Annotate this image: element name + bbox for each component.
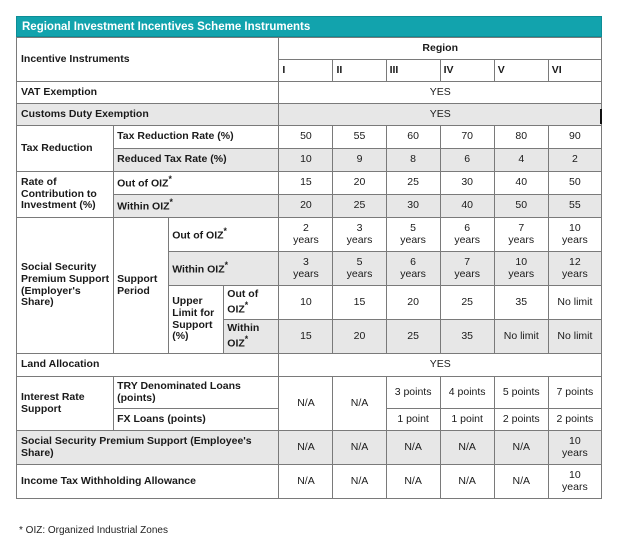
social-out-r6: 10 years xyxy=(548,218,601,252)
customs-value: YES xyxy=(279,104,602,126)
social-employee-r6: 10 years xyxy=(548,431,601,465)
reduced-tax-r4: 6 xyxy=(440,149,494,172)
vat-value: YES xyxy=(279,82,602,104)
social-within-r4: 7 years xyxy=(440,252,494,286)
social-within-r6: 12 years xyxy=(548,252,601,286)
social-out-cell xyxy=(169,218,279,252)
land-value: YES xyxy=(279,354,602,377)
region-2-header: II xyxy=(333,60,386,82)
social-out-r5: 7 years xyxy=(494,218,548,252)
interest-fx-label: FX Loans (points) xyxy=(114,409,279,431)
interest-try-r6: 7 points xyxy=(548,377,601,409)
asterisk-mark: * xyxy=(168,174,172,185)
contribution-within-label: Within OIZ xyxy=(117,200,170,213)
upper-within-label: Within OIZ xyxy=(227,322,260,350)
tax-rate-label: Tax Reduction Rate (%) xyxy=(114,126,279,149)
income-tax-r5: N/A xyxy=(494,465,548,499)
contribution-within-r5: 50 xyxy=(494,195,548,218)
vat-label: VAT Exemption xyxy=(17,82,279,104)
interest-fx-r5: 2 points xyxy=(494,409,548,431)
contribution-out-label: Out of OIZ xyxy=(117,177,169,190)
contribution-within-r4: 40 xyxy=(440,195,494,218)
social-within-cell xyxy=(169,252,279,286)
asterisk-mark: * xyxy=(244,333,249,344)
contribution-out-r3: 25 xyxy=(386,172,440,195)
interest-fx-r3: 1 point xyxy=(386,409,440,431)
contribution-label: Rate of Contribution to Investment (%) xyxy=(17,172,114,218)
footnote: * OIZ: Organized Industrial Zones xyxy=(19,525,168,536)
upper-within-r1: 15 xyxy=(279,320,333,354)
tax-reduction-label: Tax Reduction xyxy=(17,126,114,172)
contribution-within-r3: 30 xyxy=(386,195,440,218)
upper-out-cell xyxy=(224,286,279,320)
region-header: Region xyxy=(279,38,602,60)
vat-row xyxy=(17,82,602,104)
contribution-out-r4: 30 xyxy=(440,172,494,195)
upper-out-r4: 25 xyxy=(440,286,494,320)
social-employee-r5: N/A xyxy=(494,431,548,465)
social-within-r2: 5 years xyxy=(333,252,386,286)
interest-try-r3: 3 points xyxy=(386,377,440,409)
tax-rate-r2: 55 xyxy=(333,126,386,149)
contribution-out-r2: 20 xyxy=(333,172,386,195)
incentives-table-container xyxy=(16,16,602,499)
upper-out-label: Out of OIZ xyxy=(227,288,259,316)
incentive-instruments-header: Incentive Instruments xyxy=(17,38,279,82)
edge-mark xyxy=(600,109,602,124)
upper-within-r6: No limit xyxy=(548,320,601,354)
interest-fx-r6: 2 points xyxy=(548,409,601,431)
reduced-tax-r5: 4 xyxy=(494,149,548,172)
income-tax-r3: N/A xyxy=(386,465,440,499)
land-label: Land Allocation xyxy=(17,354,279,377)
income-tax-r2: N/A xyxy=(333,465,386,499)
interest-try-row xyxy=(17,377,602,409)
upper-out-r2: 15 xyxy=(333,286,386,320)
social-employee-r4: N/A xyxy=(440,431,494,465)
contribution-out-r1: 15 xyxy=(279,172,333,195)
upper-out-r1: 10 xyxy=(279,286,333,320)
upper-out-r3: 20 xyxy=(386,286,440,320)
customs-label: Customs Duty Exemption xyxy=(17,104,279,126)
interest-r2: N/A xyxy=(333,377,386,431)
social-out-row xyxy=(17,218,602,252)
contribution-out-r5: 40 xyxy=(494,172,548,195)
interest-try-label: TRY Denominated Loans (points) xyxy=(114,377,279,409)
header-row xyxy=(17,38,602,60)
reduced-tax-label: Reduced Tax Rate (%) xyxy=(114,149,279,172)
social-within-r5: 10 years xyxy=(494,252,548,286)
asterisk-mark: * xyxy=(224,259,229,270)
tax-rate-row xyxy=(17,126,602,149)
social-out-r1: 2 years xyxy=(279,218,333,252)
reduced-tax-r1: 10 xyxy=(279,149,333,172)
social-out-r4: 6 years xyxy=(440,218,494,252)
social-within-label: Within OIZ xyxy=(172,263,225,276)
social-employee-row xyxy=(17,431,602,465)
social-employer-label: Social Security Premium Support (Employer's Share) xyxy=(17,218,114,354)
reduced-tax-r3: 8 xyxy=(386,149,440,172)
income-tax-label: Income Tax Withholding Allowance xyxy=(17,465,279,499)
region-4-header: IV xyxy=(440,60,494,82)
social-employee-label: Social Security Premium Support (Employee's Share) xyxy=(17,431,279,465)
interest-fx-r4: 1 point xyxy=(440,409,494,431)
upper-within-r2: 20 xyxy=(333,320,386,354)
reduced-tax-r2: 9 xyxy=(333,149,386,172)
social-employee-r3: N/A xyxy=(386,431,440,465)
income-tax-row xyxy=(17,465,602,499)
upper-limit-label: Upper Limit for Support (%) xyxy=(169,286,224,354)
contribution-out-row xyxy=(17,172,602,195)
contribution-out-cell xyxy=(114,172,279,195)
upper-out-r6: No limit xyxy=(548,286,601,320)
support-period-label: Support Period xyxy=(114,218,169,354)
income-tax-r6: 10 years xyxy=(548,465,601,499)
income-tax-r4: N/A xyxy=(440,465,494,499)
income-tax-r1: N/A xyxy=(279,465,333,499)
upper-within-r3: 25 xyxy=(386,320,440,354)
upper-within-cell xyxy=(224,320,279,354)
incentives-table xyxy=(16,37,602,499)
tax-rate-r4: 70 xyxy=(440,126,494,149)
interest-try-r4: 4 points xyxy=(440,377,494,409)
reduced-tax-r6: 2 xyxy=(548,149,601,172)
region-3-header: III xyxy=(386,60,440,82)
contribution-within-r1: 20 xyxy=(279,195,333,218)
land-row xyxy=(17,354,602,377)
upper-within-r4: 35 xyxy=(440,320,494,354)
asterisk-mark: * xyxy=(169,197,173,208)
tax-rate-r5: 80 xyxy=(494,126,548,149)
interest-try-r5: 5 points xyxy=(494,377,548,409)
tax-rate-r6: 90 xyxy=(548,126,601,149)
contribution-within-cell xyxy=(114,195,279,218)
contribution-out-r6: 50 xyxy=(548,172,601,195)
region-6-header: VI xyxy=(548,60,601,82)
social-out-label: Out of OIZ xyxy=(172,229,224,242)
social-out-r2: 3 years xyxy=(333,218,386,252)
social-employee-r1: N/A xyxy=(279,431,333,465)
upper-within-r5: No limit xyxy=(494,320,548,354)
interest-label: Interest Rate Support xyxy=(17,377,114,431)
interest-r1: N/A xyxy=(279,377,333,431)
social-within-r3: 6 years xyxy=(386,252,440,286)
social-employee-r2: N/A xyxy=(333,431,386,465)
tax-rate-r1: 50 xyxy=(279,126,333,149)
contribution-within-r2: 25 xyxy=(333,195,386,218)
tax-rate-r3: 60 xyxy=(386,126,440,149)
region-1-header: I xyxy=(279,60,333,82)
asterisk-mark: * xyxy=(223,225,227,236)
asterisk-mark: * xyxy=(244,299,249,310)
customs-row xyxy=(17,104,602,126)
social-out-r3: 5 years xyxy=(386,218,440,252)
table-title: Regional Investment Incentives Scheme Instruments xyxy=(16,16,602,37)
contribution-within-r6: 55 xyxy=(548,195,601,218)
upper-out-r5: 35 xyxy=(494,286,548,320)
region-5-header: V xyxy=(494,60,548,82)
social-within-r1: 3 years xyxy=(279,252,333,286)
